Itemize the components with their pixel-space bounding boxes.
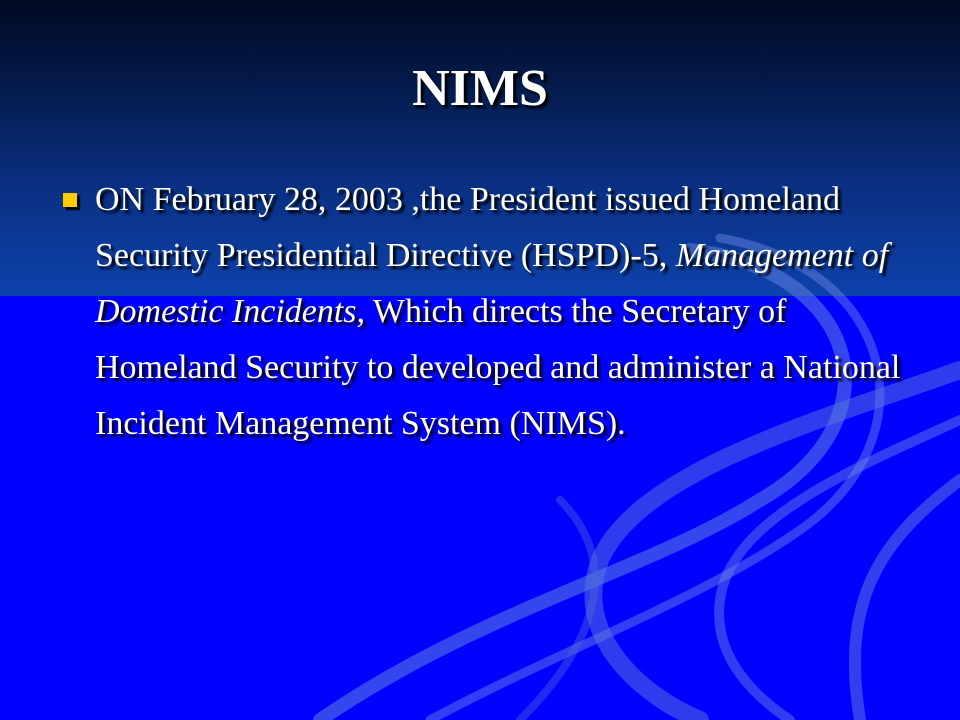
bullet-text-part1: ON February 28, 2003 ,the President issued Homeland Security Presidential Directive (HSPD)-5,	[95, 181, 841, 274]
slide-title: NIMS	[412, 60, 548, 117]
bullet-text-part2: Which directs the Secretary of Homeland Security to developed and administer a National Incident Management System (NIMS).	[95, 293, 901, 442]
bullet-text-italic: Management of Domestic Incidents,	[95, 237, 889, 330]
bullet-list	[58, 172, 918, 452]
bullet-item	[58, 172, 918, 452]
square-bullet-icon	[63, 193, 77, 207]
